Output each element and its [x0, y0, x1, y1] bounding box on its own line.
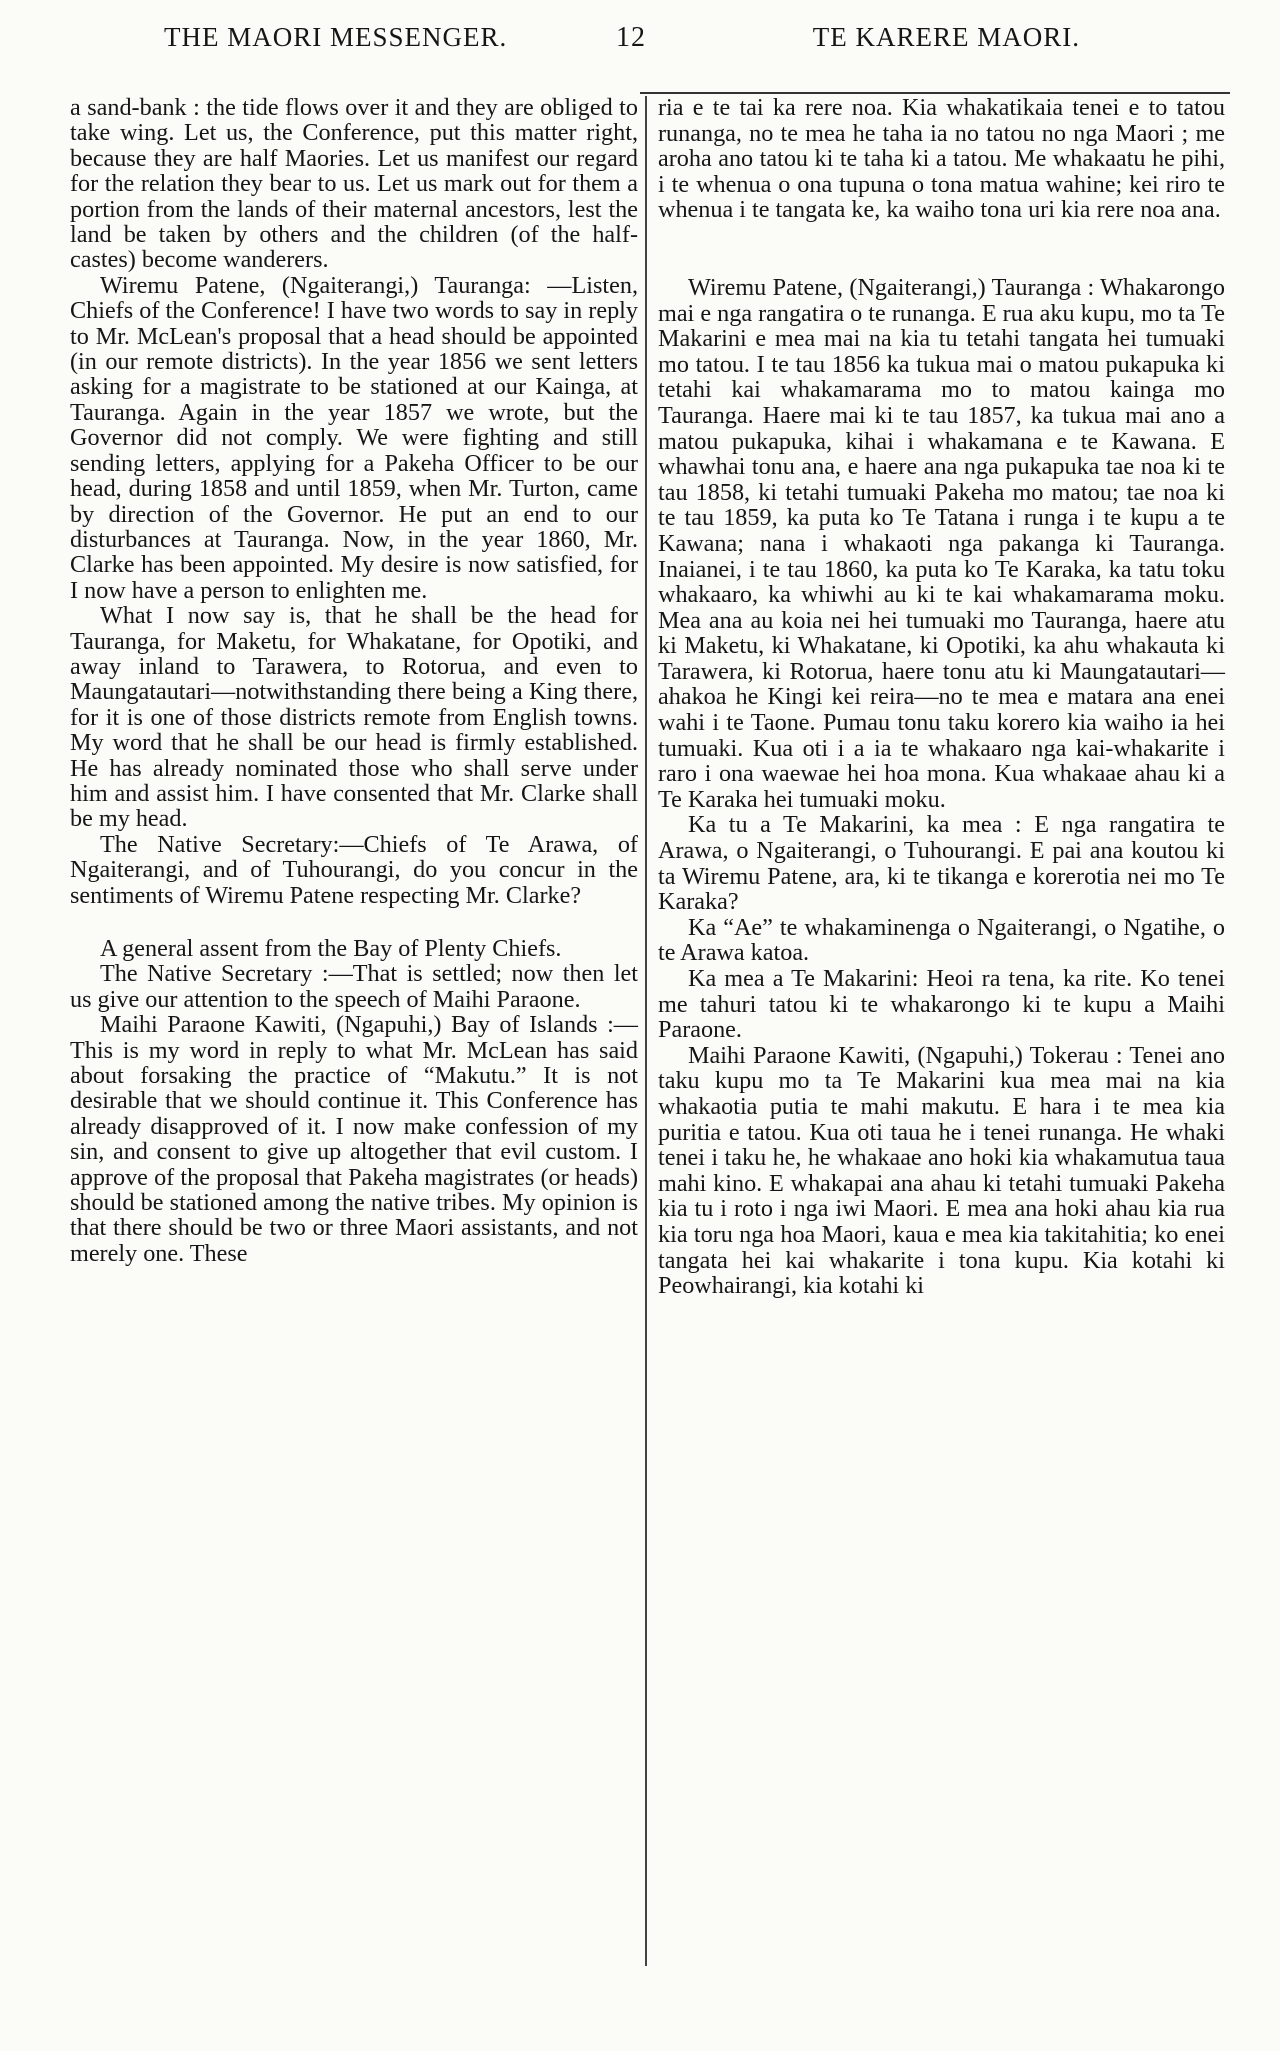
paragraph-head-for-tauranga: What I now say is, that he shall be the head for Tauranga, for Maketu, for Whakatane, for Opotiki, and away inland to Tarawera, to Rotorua, and even to Maungatautari—notwithstanding there being a King there, for it is one of those districts remote from English towns. My word that he shall be our head is firmly established. He has already nominated those who shall serve under him and assist him. I have consented that Mr. Clarke shall be my head. [70, 602, 638, 833]
spacer [70, 908, 638, 936]
paragraph-maori-wiremu-patene: Wiremu Patene, (Ngaiterangi,) Tauranga : Whakarongo mai e nga rangatira o te runanga. E rua aku kupu, mo ta Te Makarini e mea mai na kia tu tetahi tangata hei tumuaki mo tatou. I te tau 1856 ka tukua mai o matou pukapuka ki tetahi kai whakamarama mo to matou kainga mo Tauranga. Haere mai ki te tau 1857, ka tukua mai ano a matou pukapuka, kihai i whakamana e te Kawana. E whawhai tonu ana, e haere ana nga pukapuka tae noa ki te tau 1858, ki tetahi tumuaki Pakeha mo matou; tae noa ki te tau 1859, ka puta ko Te Tatana i runga i te kupu a te Kawana; nana i whakaoti nga pakanga ki Tauranga. Inaianei, i te tau 1860, ka puta ko Te Karaka, ka tatu toku whakaaro, ka whiwhi au ki te kai whakamarama moku. Mea ana au koia nei hei tumuaki mo Tauranga, haere atu ki Maketu, ki Whakatane, ki Opotiki, ka ahu whakauta ki Tarawera, ki Rotorua, haere tonu atu ki Maungatautari—ahakoa he Kingi kei reira—no te mea e matara ana enei wahi i te Taone. Pumau tonu taku korero kia waiho ia hei tumuaki. Kua oti i a ia te whakaaro nga kai-whakarite i raro i ona waewae hei hoa mona. Kua whakaae ahau ki a Te Karaka hei tumuaki moku. [658, 273, 1225, 813]
paragraph-native-secretary-settled: The Native Secretary :—That is settled; now then let us give our attention to the speech of Maihi Paraone. [70, 960, 638, 1013]
paragraph-maori-maihi-paraone: Maihi Paraone Kawiti, (Ngapuhi,) Tokerau : Tenei ano taku kupu mo ta Te Makarini kua mea mai na kia whakaotia putia te mahi makutu. E hara i te mea kia puritia e tatou. Kua oti taua he i tenei runanga. He whaki tenei i taku he, he whakaae ano hoki kia whakamutua taua mahi kino. E whakapai ana ahau ki tetahi tumuaki Pakeha kia tu i roto i nga iwi Maori. E mea ana hoki ahau kia rua kia toru nga hoa Maori, kaua e mea kia takitahitia; ko enei tangata hei kai whakarite i tona kupu. Kia kotahi ki Peowhairangi, kia kotahi ki [658, 1041, 1225, 1300]
paragraph-general-assent: A general assent from the Bay of Plenty Chiefs. [100, 935, 562, 962]
paragraph-maori-assent: Ka “Ae” te whakaminenga o Ngaiterangi, o Ngatihe, o te Arawa katoa. [658, 913, 1225, 967]
paragraph-maori-half-castes: ria e te tai ka rere noa. Kia whakatikaia tenei e to tatou runanga, no te mea he taha ia no tatou no nga Maori ; me aroha ano tatou ki te taha ki a tatou. Me whakaatu he pihi, i te whenua o ona tupuna o tona matua wahine; kei riro te whenua i te tangata ke, ka waiho tona uri kia rere noa ana. [658, 94, 1225, 224]
page-number: 12 [616, 22, 646, 53]
maori-column [658, 95, 1225, 1299]
spacer [658, 223, 1225, 275]
paragraph-maori-makarini-settled: Ka mea a Te Makarini: Heoi ra tena, ka rite. Ko tenei me tahuri tatou ki te whakarongo ki te kupu a Maihi Paraone. [658, 965, 1225, 1044]
paragraph-native-secretary-question: The Native Secretary:—Chiefs of Te Arawa, of Ngaiterangi, and of Tuhourangi, do you concur in the sentiments of Wiremu Patene respecting Mr. Clarke? [70, 830, 638, 909]
paragraph-maihi-paraone: Maihi Paraone Kawiti, (Ngapuhi,) Bay of Islands :—This is my word in reply to what Mr. McLean has said about forsaking the practice of “Makutu.” It is not desirable that we should continue it. This Conference has already disapproved of it. I now make confession of my sin, and consent to give up altogether that evil custom. I approve of the proposal that Pakeha magistrates (or heads) should be stationed among the native tribes. My opinion is that there should be two or three Maori assistants, and not merely one. These [70, 1011, 638, 1267]
masthead [150, 16, 1080, 64]
masthead-maori-title: TE KARERE MAORI. [812, 22, 1080, 52]
english-column [70, 95, 638, 1266]
masthead-english-title: THE MAORI MESSENGER. [164, 22, 508, 52]
column-divider [645, 96, 647, 1966]
paragraph-wiremu-patene: Wiremu Patene, (Ngaiterangi,) Tauranga: —Listen, Chiefs of the Conference! I have two words to say in reply to Mr. McLean's proposal that a head should be appointed (in our remote districts). In the year 1856 we sent letters asking for a magistrate to be stationed at our Kainga, at Tauranga. Again in the year 1857 we wrote, but the Governor did not comply. We were fighting and still sending letters, applying for a Pakeha Officer to be our head, during 1858 and until 1859, when Mr. Turton, came by direction of the Governor. He put an end to our disturbances at Tauranga. Now, in the year 1860, Mr. Clarke has been appointed. My desire is now satisfied, for I now have a person to enlighten me. [70, 271, 638, 604]
paragraph-maori-makarini-question: Ka tu a Te Makarini, ka mea : E nga rangatira te Arawa, o Ngaiterangi, o Tuhourangi. E pai ana koutou ki ta Wiremu Patene, ara, ki te tikanga e korerotia nei mo Te Karaka? [658, 811, 1225, 916]
paragraph-half-castes: a sand-bank : the tide flows over it and they are obliged to take wing. Let us, the Conference, put this matter right, because they are half Maories. Let us manifest our regard for the relation they bear to us. Let us mark out for them a portion from the lands of their maternal ancestors, lest the land be taken by others and the children (of the half-castes) become wanderers. [70, 94, 638, 274]
